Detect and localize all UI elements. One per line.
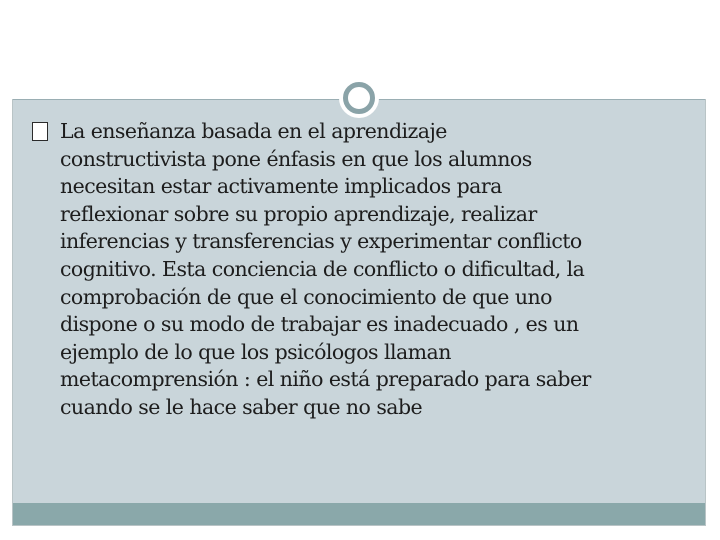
footer-band	[13, 503, 705, 525]
body-text	[32, 118, 696, 422]
paragraph-line: inferencias y transferencias y experimentar conflicto	[60, 229, 582, 254]
paragraph-line: dispone o su modo de trabajar es inadecuado , es un	[60, 312, 579, 337]
paragraph-line: metacomprensión : el niño está preparado para saber	[60, 367, 591, 392]
paragraph-line: ejemplo de lo que los psicólogos llaman	[60, 339, 451, 364]
paragraph-line: cognitivo. Esta conciencia de conflicto o dificultad, la	[60, 256, 585, 281]
bullet-paragraph	[32, 118, 696, 422]
paragraph-line: comprobación de que el conocimiento de que uno	[60, 284, 552, 309]
paragraph-line: cuando se le hace saber que no sabe	[60, 394, 423, 419]
circle-ornament-icon	[339, 78, 379, 118]
paragraph-line: constructivista pone énfasis en que los alumnos	[60, 146, 532, 171]
paragraph-line: reflexionar sobre su propio aprendizaje, realizar	[60, 201, 537, 226]
paragraph-line: La enseñanza basada en el aprendizaje	[60, 119, 447, 143]
missing-glyph-box-icon	[32, 122, 48, 141]
paragraph-line: necesitan estar activamente implicados para	[60, 174, 502, 199]
